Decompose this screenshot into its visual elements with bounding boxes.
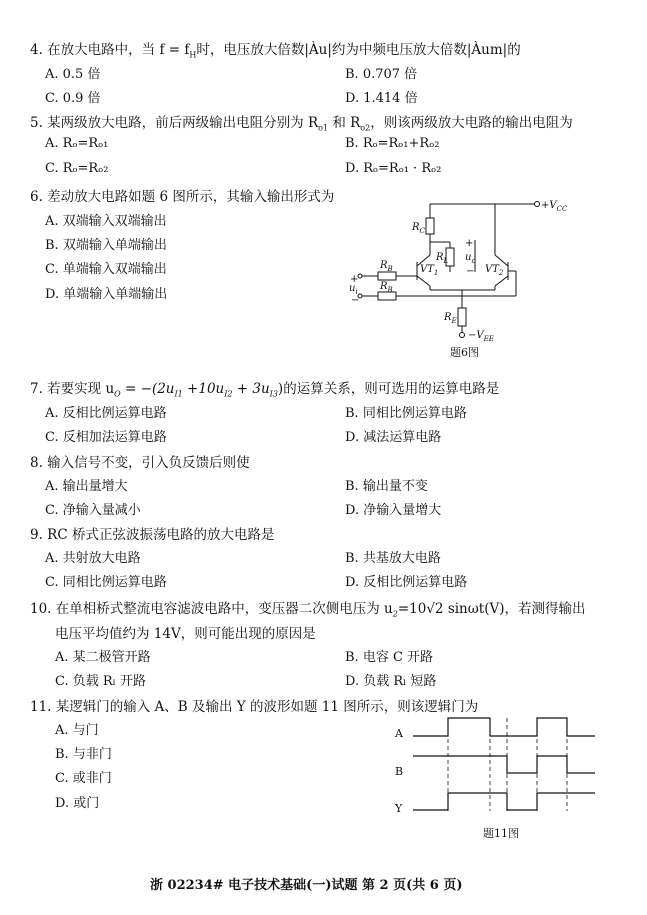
q8-stem: 8. 输入信号不变，引入负反馈后则使 bbox=[30, 455, 250, 471]
waveform-label-y: Y bbox=[395, 802, 403, 815]
ui-minus: − bbox=[351, 295, 360, 306]
q9-option-c[interactable]: C. 同相比例运算电路 bbox=[45, 575, 167, 590]
q9-stem: 9. RC 桥式正弦波振荡电路的放大电路是 bbox=[30, 527, 275, 543]
q11-option-a[interactable]: A. 与门 bbox=[55, 723, 99, 738]
q8-option-b[interactable]: B. 输出量不变 bbox=[345, 479, 428, 494]
vt2-label: $VT_2$ bbox=[485, 264, 504, 277]
q5-option-d[interactable]: D. Rₒ=Rₒ₁ · Rₒ₂ bbox=[345, 161, 442, 176]
logic-waveform-figure bbox=[385, 713, 610, 843]
q11-option-b[interactable]: B. 与非门 bbox=[55, 747, 112, 762]
q10-option-a[interactable]: A. 某二极管开路 bbox=[55, 650, 151, 665]
q11-stem: 11. 某逻辑门的输入 A、B 及输出 Y 的波形如题 11 图所示，则该逻辑门为 bbox=[30, 699, 479, 715]
q5-option-b[interactable]: B. Rₒ=Rₒ₁+Rₒ₂ bbox=[345, 136, 440, 151]
vee-label: $-V_{EE}$ bbox=[468, 330, 494, 343]
q9-option-b[interactable]: B. 共基放大电路 bbox=[345, 551, 441, 566]
vt1-label: $VT_1$ bbox=[420, 264, 439, 277]
q4-option-c[interactable]: C. 0.9 倍 bbox=[45, 91, 101, 106]
q10-option-d[interactable]: D. 负载 Rₗ 短路 bbox=[345, 674, 437, 689]
q10-option-c[interactable]: C. 负载 Rₗ 开路 bbox=[55, 674, 146, 689]
q9-option-a[interactable]: A. 共射放大电路 bbox=[45, 551, 141, 566]
q8-option-d[interactable]: D. 净输入量增大 bbox=[345, 503, 442, 518]
waveform-label-a: A bbox=[395, 727, 403, 740]
vcc-label: $+V_{CC}$ bbox=[541, 200, 568, 213]
rc-label: $R_C$ bbox=[412, 222, 425, 235]
q9-option-d[interactable]: D. 反相比例运算电路 bbox=[345, 575, 468, 590]
uo-minus: − bbox=[466, 266, 475, 277]
q11-option-c[interactable]: C. 或非门 bbox=[55, 771, 112, 786]
re-label: $R_E$ bbox=[444, 312, 457, 325]
q7-option-a[interactable]: A. 反相比例运算电路 bbox=[45, 406, 167, 421]
q4-option-a[interactable]: A. 0.5 倍 bbox=[45, 67, 101, 82]
q5-option-c[interactable]: C. Rₒ=Rₒ₂ bbox=[45, 161, 109, 176]
q6-option-b[interactable]: B. 双端输入单端输出 bbox=[45, 238, 167, 253]
q11-option-d[interactable]: D. 或门 bbox=[55, 796, 100, 811]
q7-option-c[interactable]: C. 反相加法运算电路 bbox=[45, 430, 167, 445]
q5-stem: 5. 某两级放大电路，前后两级输出电阻分别为 $R_{o1}$ 和 $R_{o2}$，则该两级放大电路的输出电阻为 bbox=[30, 115, 573, 133]
q7-stem: 7. 若要实现 $u_O = -(2u_{I1} +10u_{I2} + 3u_{I3})$的运算关系，则可选用的运算电路是 bbox=[30, 381, 500, 399]
q10-stem-line2: 电压平均值约为 14V，则可能出现的原因是 bbox=[55, 626, 316, 642]
q4-option-b[interactable]: B. 0.707 倍 bbox=[345, 67, 418, 82]
rb2-label: $R_B$ bbox=[380, 281, 393, 294]
q4-stem: 4. 在放大电路中，当 $f = f_H$时，电压放大倍数|Àu|约为中频电压放大倍数|Àum|的 bbox=[30, 42, 521, 60]
rl-label: $R_L$ bbox=[436, 252, 449, 265]
q10-stem: 10. 在单相桥式整流电容滤波电路中，变压器二次侧电压为 $u_2=10√2$ sinωt(V)，若测得输出 bbox=[30, 601, 586, 619]
q8-option-c[interactable]: C. 净输入量减小 bbox=[45, 503, 141, 518]
figure6-caption: 题6图 bbox=[450, 346, 479, 359]
page-footer: 浙 02234# 电子技术基础(一)试题 第 2 页(共 6 页) bbox=[150, 878, 463, 893]
q6-option-a[interactable]: A. 双端输入双端输出 bbox=[45, 214, 167, 229]
q7-option-b[interactable]: B. 同相比例运算电路 bbox=[345, 406, 467, 421]
figure11-caption: 题11图 bbox=[483, 827, 519, 840]
q10-option-b[interactable]: B. 电容 C 开路 bbox=[345, 650, 434, 665]
q6-option-d[interactable]: D. 单端输入单端输出 bbox=[45, 287, 168, 302]
waveform-label-b: B bbox=[395, 765, 404, 778]
rb1-label: $R_B$ bbox=[380, 260, 393, 273]
q7-option-d[interactable]: D. 减法运算电路 bbox=[345, 430, 442, 445]
q5-option-a[interactable]: A. Rₒ=Rₒ₁ bbox=[45, 136, 109, 151]
q6-option-c[interactable]: C. 单端输入双端输出 bbox=[45, 262, 167, 277]
q4-option-d[interactable]: D. 1.414 倍 bbox=[345, 91, 418, 106]
ui-label: $u_i$ bbox=[349, 283, 358, 296]
differential-amplifier-figure bbox=[340, 190, 580, 360]
q8-option-a[interactable]: A. 输出量增大 bbox=[45, 479, 128, 494]
uo-plus: + bbox=[465, 238, 474, 249]
ui-plus: + bbox=[350, 274, 359, 285]
q6-stem: 6. 差动放大电路如题 6 图所示，其输入输出形式为 bbox=[30, 189, 335, 205]
uo-label: $u_o$ bbox=[465, 252, 476, 265]
